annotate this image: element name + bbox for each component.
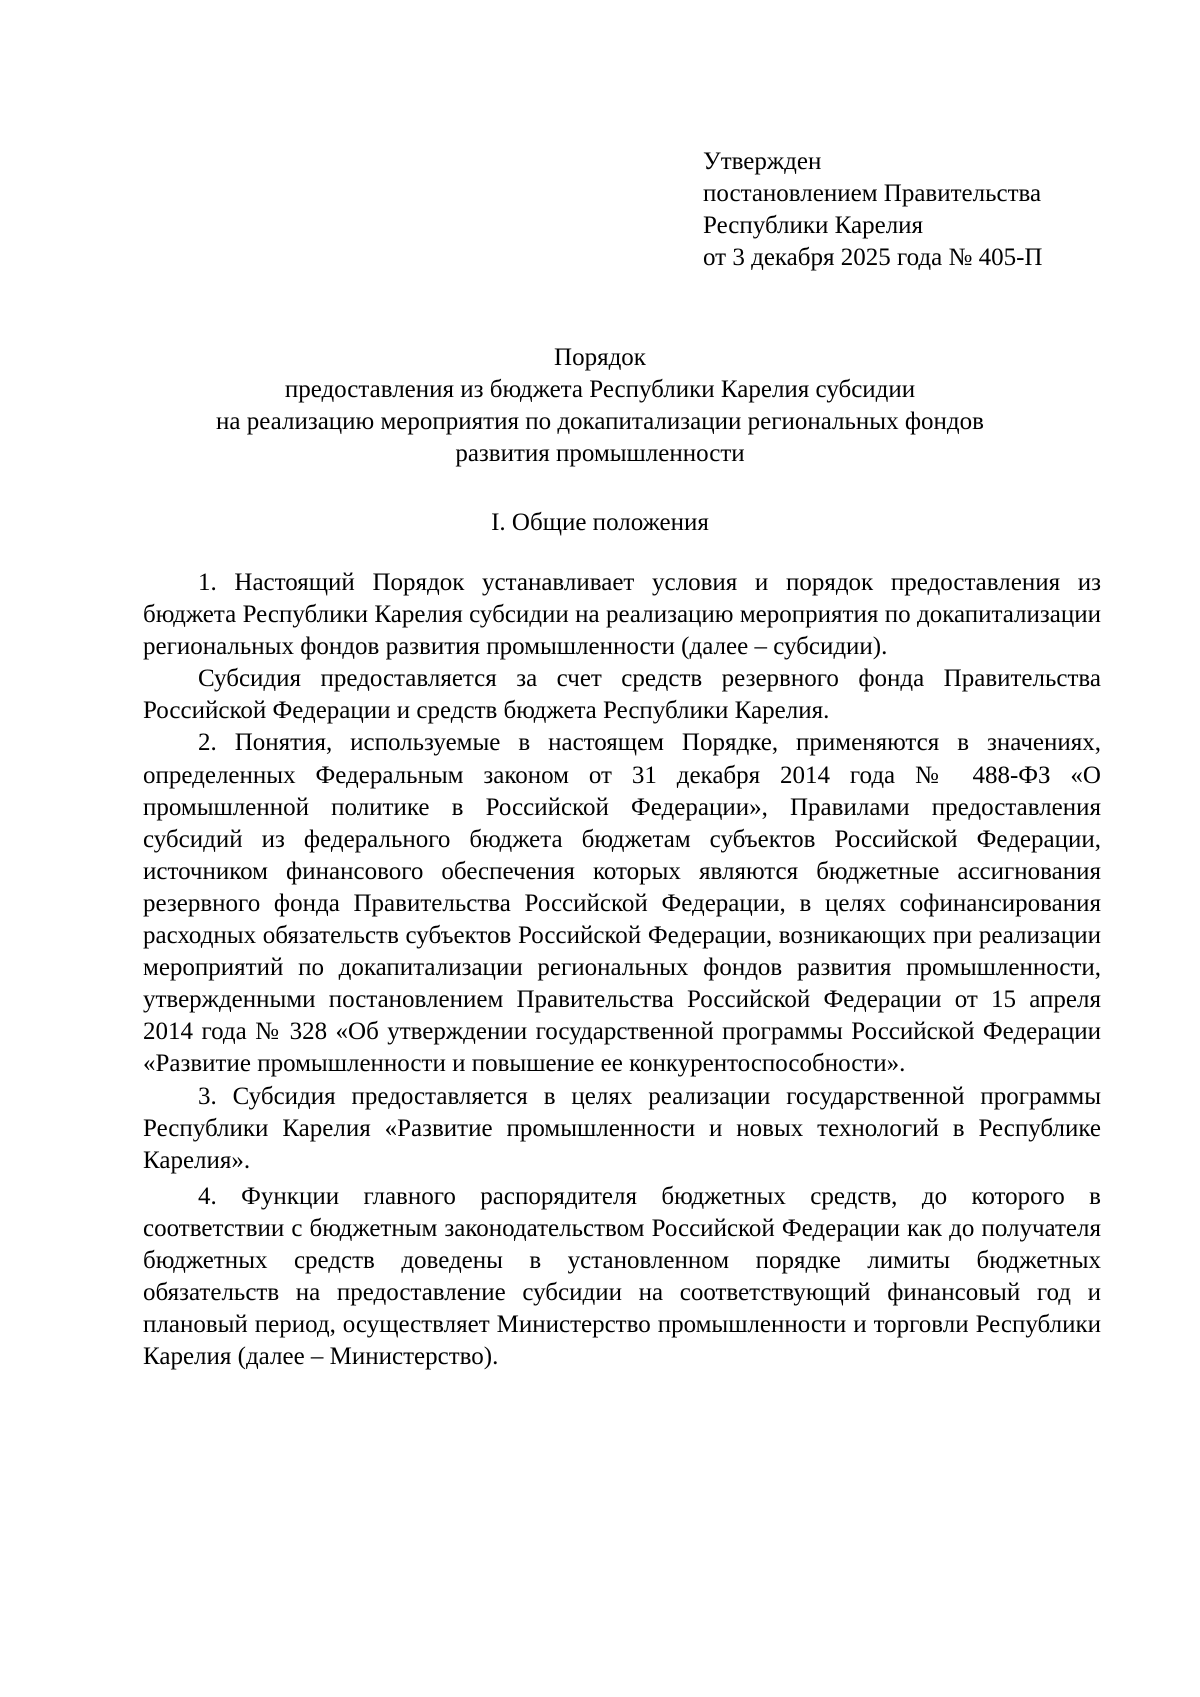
title-line-2: предоставления из бюджета Республики Карелия субсидии: [284, 376, 916, 403]
section-heading: I. Общие положения: [491, 509, 709, 536]
approval-stamp: [703, 146, 1173, 274]
document-body: [143, 567, 1101, 1373]
paragraph-4: 4. Функции главного распорядителя бюджетных средств, до которого в соответствии с бюджетным законодательством Российской Федерации как до получателя бюджетных средств доведены в установленном порядке лимиты бюджетных обязательств на предоставление субсидии на соответствующий финансовый год и плановый период, осуществляет Министерство промышленности и торговли Республики Карелия (далее – Министерство).: [143, 1182, 1101, 1371]
paragraph-3: 3. Субсидия предоставляется в целях реализации государственной программы Республики Карелия «Развитие промышленности и новых технологий в Республике Карелия».: [143, 1082, 1101, 1174]
approval-line-republic: Республики Карелия: [703, 212, 924, 239]
approval-line-approved: Утвержден: [703, 148, 822, 175]
paragraph-2: 2. Понятия, используемые в настоящем Порядке, применяются в значениях, определенных Федеральным законом от 31 декабря 2014 года № 488-ФЗ «О промышленной политике в Российской Федерации», Правилами предоставления субсидий из федерального бюджета бюджетам субъектов Российской Федерации, источником финансового обеспечения которых являются бюджетные ассигнования резервного фонда Правительства Российской Федерации, в целях софинансирования расходных обязательств субъектов Российской Федерации, возникающих при реализации мероприятий по докапитализации региональных фондов развития промышленности, утвержденными постановлением Правительства Российской Федерации от 15 апреля 2014 года № 328 «Об утверждении государственной программы Российской Федерации «Развитие промышленности и повышение ее конкурентоспособности».: [143, 729, 1101, 1078]
title-line-1: Порядок: [554, 344, 646, 371]
paragraph-1: 1. Настоящий Порядок устанавливает условия и порядок предоставления из бюджета Республики Карелия субсидии на реализацию мероприятия по докапитализации региональных фондов развития промышленности (далее – субсидии).: [143, 569, 1101, 661]
approval-line-date-number: от 3 декабря 2025 года № 405-П: [703, 244, 1043, 271]
approval-line-resolution: постановлением Правительства: [703, 180, 1042, 207]
title-line-3: на реализацию мероприятия по докапитализации региональных фондов: [216, 408, 984, 435]
title-line-4: развития промышленности: [455, 440, 745, 467]
document-title: [120, 342, 1080, 470]
paragraph-1-subsidy-source: Субсидия предоставляется за счет средств резервного фонда Правительства Российской Федерации и средств бюджета Республики Карелия.: [143, 665, 1101, 725]
